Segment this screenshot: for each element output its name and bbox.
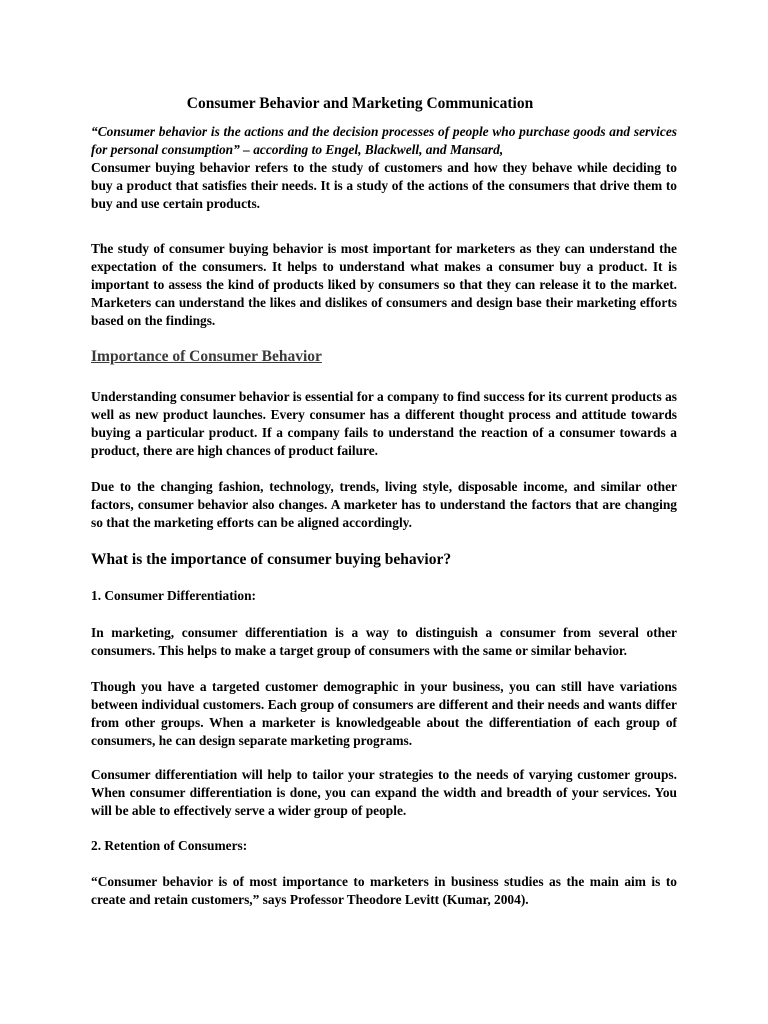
importance-paragraph-2: Due to the changing fashion, technology, trends, living style, disposable income, and similar other factors, consumer behavior also changes. A marketer has to understand the factors that are changing so that the marketing efforts can be aligned accordingly. — [91, 479, 677, 530]
section-2-title: 2. Retention of Consumers: — [91, 838, 248, 853]
section-1-paragraph-2: Though you have a targeted customer demographic in your business, you can still have variations between individual customers. Each group of consumers are different and their needs and wants differ from other groups. When a marketer is knowledgeable about the differentiation of each group of consumers, he can design separate marketing programs. — [91, 679, 677, 748]
document-title: Consumer Behavior and Marketing Communication — [186, 95, 534, 112]
section-2-paragraph-1: “Consumer behavior is of most importance to marketers in business studies as the main aim is to create and retain customers,” says Professor Theodore Levitt (Kumar, 2004). — [91, 874, 677, 907]
section-1-paragraph-3: Consumer differentiation will help to tailor your strategies to the needs of varying customer groups. When consumer differentiation is done, you can expand the width and breadth of your services. You will be able to effectively serve a wider group of people. — [91, 767, 677, 818]
section-1-title: 1. Consumer Differentiation: — [91, 588, 257, 603]
study-paragraph: The study of consumer buying behavior is most important for marketers as they can understand the expectation of the consumers. It helps to understand what makes a consumer buy a product. It is important to assess the kind of products liked by consumers so that they can release it to the market. Marketers can understand the likes and dislikes of consumers and design base their marketing efforts based on the findings. — [91, 241, 677, 328]
importance-heading: Importance of Consumer Behavior — [91, 348, 322, 365]
importance-paragraph-1: Understanding consumer behavior is essential for a company to find success for its current products as well as new product launches. Every consumer has a different thought process and attitude towards buying a particular product. If a company fails to understand the reaction of a consumer towards a product, there are high chances of product failure. — [91, 389, 677, 458]
intro-quote: “Consumer behavior is the actions and the decision processes of people who purchase goods and services for personal consumption” – according to Engel, Blackwell, and Mansard, — [91, 124, 677, 157]
intro-paragraph: Consumer buying behavior refers to the study of customers and how they behave while deciding to buy a product that satisfies their needs. It is a study of the actions of the consumers that drive them to buy and use certain products. — [91, 160, 677, 211]
section-1-paragraph-1: In marketing, consumer differentiation is a way to distinguish a consumer from several other consumers. This helps to make a target group of consumers with the same or similar behavior. — [91, 625, 677, 658]
question-heading: What is the importance of consumer buying behavior? — [91, 551, 452, 568]
